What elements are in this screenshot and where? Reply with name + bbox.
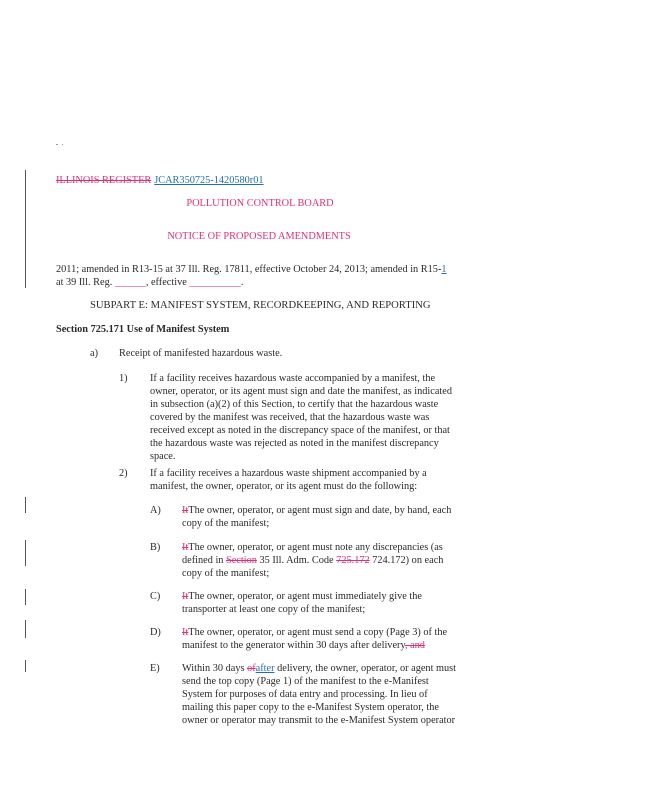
struck-text: It xyxy=(182,505,189,516)
subsection-a-text: Receipt of manifested hazardous waste. xyxy=(119,348,283,359)
subsection-a-label: a) xyxy=(90,348,98,359)
board-name: POLLUTION CONTROL BOARD xyxy=(186,198,334,209)
history-line-1: 2011; amended in R13-15 at 37 Ill. Reg. 17811, effective October 24, 2013; amended in R15-1 xyxy=(56,264,447,275)
struck-text: It xyxy=(182,591,189,602)
blank-field: ______ xyxy=(114,277,146,288)
jcar-code: JCAR350725-1420580r01 xyxy=(154,175,264,186)
subitem-e-label: E) xyxy=(150,663,160,674)
history-line-2: at 39 Ill. Reg. ______, effective __________. xyxy=(56,277,244,288)
subitem-b-text: ItThe owner, operator, or agent must note any discrepancies (as defined in Section 35 Ill. Adm. Code 725.172 724.172) on each copy of the manifest; xyxy=(182,542,444,579)
struck-text: It xyxy=(182,542,189,553)
register-name-struck: ILLINOIS REGISTER xyxy=(56,175,152,186)
item-1-label: 1) xyxy=(119,373,128,384)
history-insert: 1 xyxy=(441,264,447,275)
scan-speck xyxy=(56,144,58,145)
notice-title: NOTICE OF PROPOSED AMENDMENTS xyxy=(167,231,351,242)
subitem-a-label: A) xyxy=(150,505,161,516)
revision-bar xyxy=(25,620,26,638)
item-2-label: 2) xyxy=(119,468,128,479)
subitem-a-text: ItThe owner, operator, or agent must sign and date, by hand, each copy of the manifest; xyxy=(182,505,452,529)
inserted-text: after xyxy=(255,663,275,674)
struck-text: It xyxy=(182,627,189,638)
history-note xyxy=(56,263,447,289)
revision-bar xyxy=(25,540,26,566)
subitem-e-text: Within 30 days ofafter delivery, the owner, operator, or agent must send the top copy (Page 1) of the manifest to the e-Manifest System for purposes of data entry and processing. In lieu of mailing this paper copy to the e-Manifest System operator, the owner or operator may transmit to the e-Manifest System operator xyxy=(182,663,457,726)
struck-text: Section xyxy=(226,555,257,566)
subitem-d-text: ItThe owner, operator, or agent must send a copy (Page 3) of the manifest to the generator within 30 days after delivery, and xyxy=(182,627,448,651)
revision-bar xyxy=(25,589,26,605)
subpart-title: SUBPART E: MANIFEST SYSTEM, RECORDKEEPING, AND REPORTING xyxy=(90,300,431,311)
subitem-c-text: ItThe owner, operator, or agent must immediately give the transporter at least one copy of the manifest; xyxy=(182,591,422,615)
blank-field: __________ xyxy=(189,277,241,288)
subitem-c-label: C) xyxy=(150,591,161,602)
revision-bar xyxy=(25,660,26,672)
struck-text: of xyxy=(247,663,256,674)
struck-text: 725.172 xyxy=(336,555,370,566)
section-heading: Section 725.171 Use of Manifest System xyxy=(56,324,230,335)
subitem-d-label: D) xyxy=(150,627,161,638)
struck-text: , and xyxy=(404,640,425,651)
scan-speck xyxy=(62,144,63,145)
revision-bar xyxy=(25,170,26,288)
item-1-text: If a facility receives hazardous waste accompanied by a manifest, the owner, operator, or its agent must sign and date the manifest, as indicated in subsection (a)(2) of this Section, to certify that the hazardous waste covered by the manifest was received, that the hazardous waste was received except as noted in the discrepancy space of the manifest, or that the hazardous waste was rejected as noted in the manifest discrepancy space. xyxy=(150,373,452,462)
subitem-b-label: B) xyxy=(150,542,161,553)
revision-bar xyxy=(25,497,26,513)
register-header xyxy=(56,174,264,187)
item-2-text: If a facility receives a hazardous waste shipment accompanied by a manifest, the owner, operator, or its agent must do the following: xyxy=(150,468,427,492)
